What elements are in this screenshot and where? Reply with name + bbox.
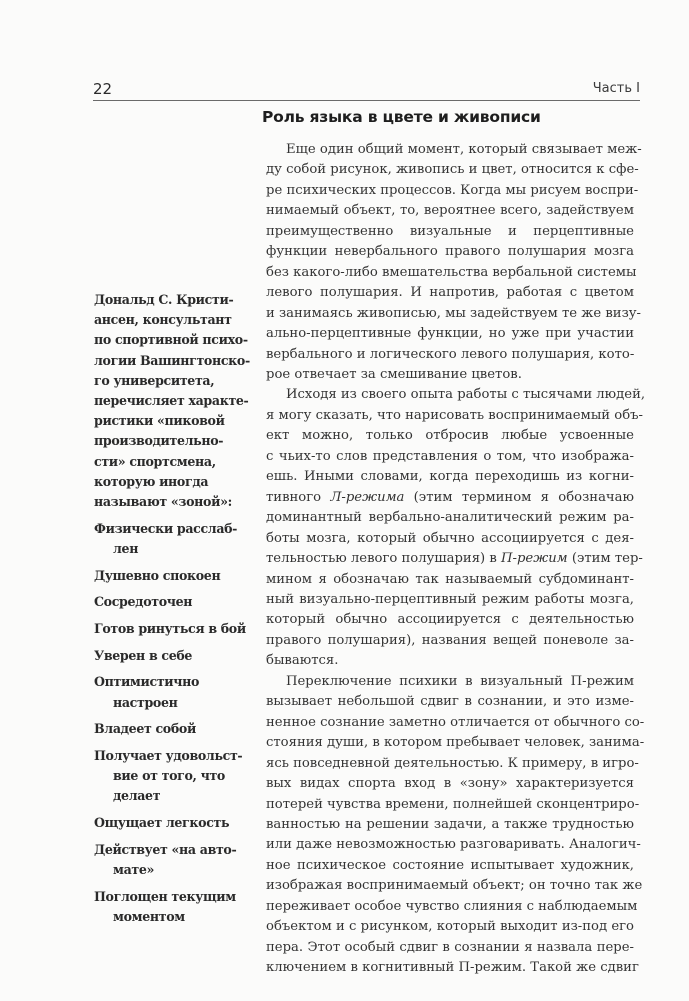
section-title: Роль языка в цвете и живописи <box>262 108 541 126</box>
text-line: ально-перцептивные функции, но уже при участии <box>266 326 634 342</box>
sidebar-intro-line: производительно- <box>94 433 224 449</box>
sidebar-intro-line: сти» спортсмена, <box>94 453 216 469</box>
text-line: преимущественно визуальные и перцептивные <box>266 223 634 239</box>
text-line: функции невербального правого полушария мозга <box>266 244 634 260</box>
text-line: ключением в когнитивный П-режим. Такой же сдвиг <box>266 960 639 976</box>
sidebar-intro-line: которую иногда <box>94 473 209 489</box>
sidebar-item-text: Владеет собой <box>94 721 196 737</box>
sidebar-item-text: Ощущает легкость <box>94 815 230 831</box>
sidebar-intro-line: Дональд С. Кристи- <box>94 292 234 307</box>
sidebar-item-text: лен <box>113 540 139 556</box>
sidebar-intro-line: ансен, консультант <box>94 312 232 328</box>
sidebar-item-text: Действует «на авто- <box>94 841 237 857</box>
sidebar-note <box>94 290 254 927</box>
sidebar-item-text: мате» <box>113 862 155 878</box>
text-line: ное психическое состояние испытывает художник, <box>266 857 634 873</box>
text-line: ясь повседневной деятельностью. К примеру, в игро- <box>266 755 639 771</box>
text-line: потерей чувства времени, полнейшей сконцентриро- <box>266 796 640 812</box>
sidebar-list-item <box>94 813 254 833</box>
text-line: и занимаясь живописью, мы задействуем те же визу- <box>266 305 641 321</box>
text-line: без какого-либо вмешательства вербальной системы <box>266 264 637 280</box>
text-line: который обычно ассоциируется с деятельностью <box>266 612 634 628</box>
text-line: с чьих-то слов представления о том, что изобража- <box>266 448 634 464</box>
term-italic: П-режим <box>501 551 568 567</box>
text-line: вызывает небольшой сдвиг в сознании, и это изме- <box>266 694 634 710</box>
text-line: переживает особое чувство слияния с наблюдаемым <box>266 898 638 914</box>
sidebar-list-item <box>94 672 254 712</box>
sidebar-item-text: вие от того, что <box>113 768 225 784</box>
page-header <box>93 80 640 101</box>
sidebar-item-text: настроен <box>113 694 178 710</box>
page-number: 22 <box>93 80 113 98</box>
text-line: ду собой рисунок, живопись и цвет, относится к сфе- <box>266 162 639 178</box>
sidebar-item-text: Готов ринуться в бой <box>94 621 246 637</box>
term-italic: Л-режима <box>330 489 405 505</box>
sidebar-intro-line: логии Вашингтонско- <box>94 352 250 368</box>
text-line: левого полушария. И напротив, работая с цветом <box>266 285 634 301</box>
sidebar-list-item <box>94 566 254 586</box>
text-line: изображая воспринимаемый объект; он точно так же <box>266 878 643 894</box>
sidebar-list-item <box>94 746 254 807</box>
paragraph <box>266 672 645 979</box>
text-line: я могу сказать, что нарисовать воспринимаемый объ- <box>266 407 644 423</box>
sidebar-item-text: Поглощен текущим <box>94 888 236 904</box>
sidebar-item-text: Сосредоточен <box>94 594 193 610</box>
text-line: Переключение психики в визуальный П-режим <box>286 673 634 689</box>
sidebar-intro-line: перечисляет характе- <box>94 393 249 409</box>
sidebar-item-text: Физически расслаб- <box>94 520 238 536</box>
text-line: рое отвечает за смешивание цветов. <box>266 366 522 382</box>
text-line: ненное сознание заметно отличается от обычного со- <box>266 714 645 730</box>
sidebar-intro-line: по спортивной психо- <box>94 332 248 348</box>
text-line: вербального и логического левого полушария, кото- <box>266 346 635 362</box>
sidebar-list-item <box>94 519 254 559</box>
text-line: нимаемый объект, то, вероятнее всего, задействуем <box>266 203 634 219</box>
text-line: ванностью на решении задачи, а также трудностью <box>266 816 634 832</box>
text-line: боты мозга, который обычно ассоциируется с дея- <box>266 530 634 546</box>
sidebar-item-text: Уверен в себе <box>94 647 193 663</box>
text-line: объектом и с рисунком, который выходит из-под его <box>266 919 634 935</box>
text-line: ный визуально-перцептивный режим работы мозга, <box>266 591 634 607</box>
sidebar-item-text: моментом <box>113 908 185 924</box>
text-line: Исходя из своего опыта работы с тысячами людей, <box>286 387 646 403</box>
sidebar-list-item <box>94 887 254 927</box>
sidebar-list-item <box>94 592 254 612</box>
text-line: тельностью левого полушария) в П-режим (этим тер- <box>266 551 643 567</box>
text-line: правого полушария), названия вещей поневоле за- <box>266 632 634 648</box>
text-line: ешь. Иными словами, когда переходишь из когни- <box>266 469 634 485</box>
sidebar-intro-line: называют «зоной»: <box>94 494 232 510</box>
sidebar-item-text: Оптимистично <box>94 674 200 690</box>
text-line: ре психических процессов. Когда мы рисуем воспри- <box>266 182 639 198</box>
sidebar-intro-line: го университета, <box>94 372 215 388</box>
text-line: тивного Л-режима (этим термином я обозначаю <box>266 489 634 505</box>
text-line: доминантный вербально-аналитический режим ра- <box>266 510 634 526</box>
main-text <box>266 140 646 979</box>
sidebar-intro <box>94 290 254 512</box>
text-line: бываются. <box>266 653 339 669</box>
sidebar-list-item <box>94 840 254 880</box>
sidebar-list-item <box>94 646 254 666</box>
sidebar-intro-line: ристики «пиковой <box>94 413 225 429</box>
sidebar-list-item <box>94 719 254 739</box>
sidebar-item-text: делает <box>113 788 161 804</box>
text-line: или даже невозможностью разговаривать. Аналогич- <box>266 837 641 853</box>
text-line: мином я обозначаю так называемый субдоминант- <box>266 571 634 587</box>
paragraph <box>266 385 646 671</box>
text-line: вых видах спорта вход в «зону» характеризуется <box>266 776 634 792</box>
text-line: пера. Этот особый сдвиг в сознании я назвала пере- <box>266 939 634 955</box>
sidebar-item-text: Получает удовольст- <box>94 748 243 764</box>
part-label: Часть I <box>592 81 640 96</box>
text-line: стояния души, в котором пребывает человек, занима- <box>266 735 645 751</box>
paragraph <box>266 140 642 385</box>
sidebar-item-text: Душевно спокоен <box>94 567 221 583</box>
text-line: ект можно, только отбросив любые усвоенные <box>266 428 634 444</box>
text-line: Еще один общий момент, который связывает меж- <box>286 142 642 157</box>
sidebar-list-item <box>94 619 254 639</box>
sidebar-list <box>94 519 254 927</box>
